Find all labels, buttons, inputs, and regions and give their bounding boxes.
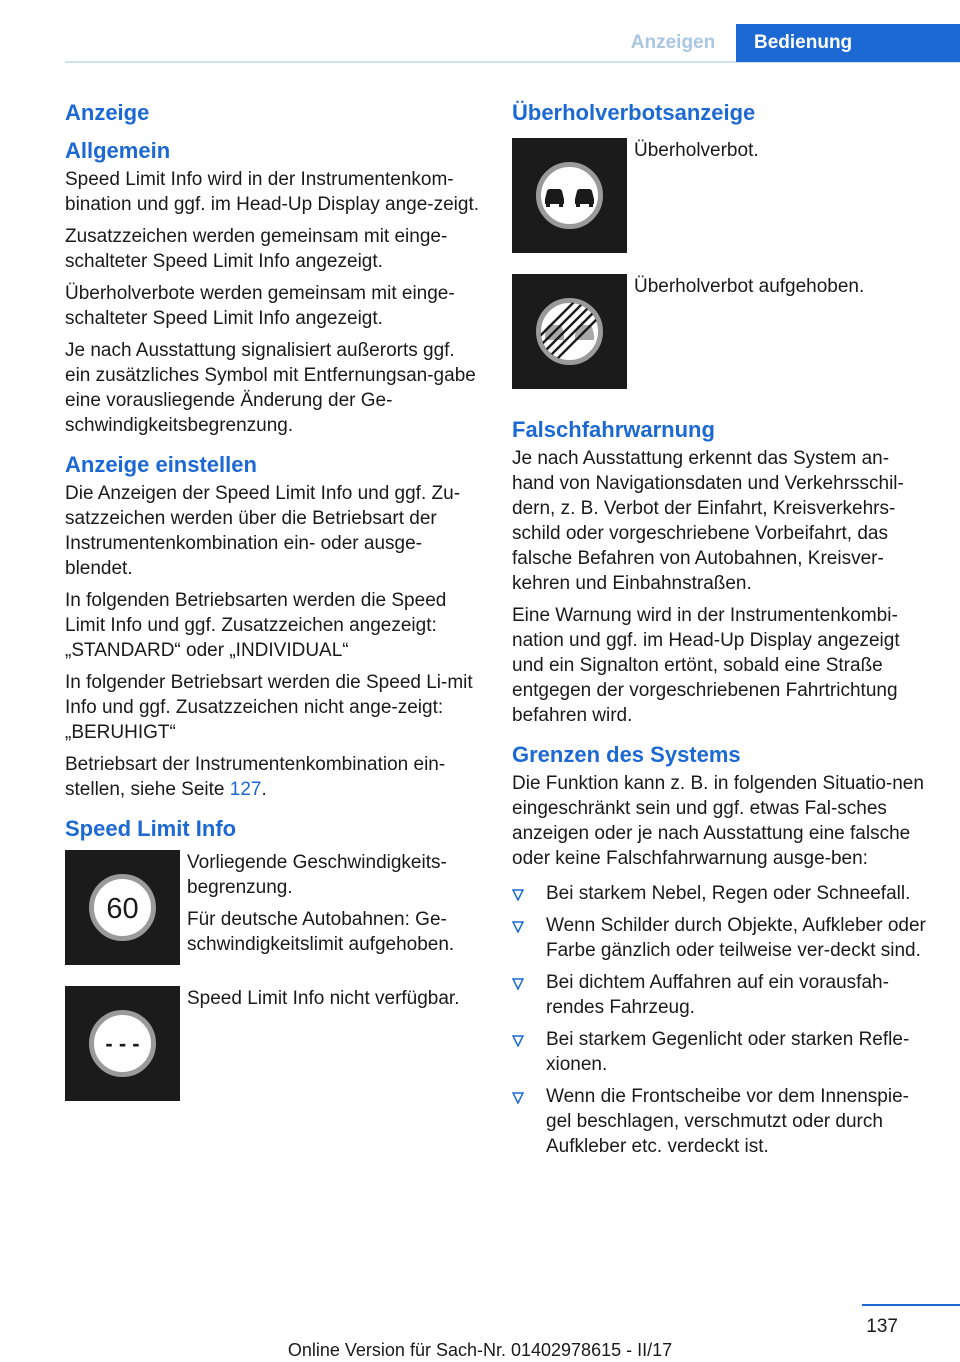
triangle-bullet-icon [512, 921, 524, 933]
list-item-text: Bei starkem Nebel, Regen oder Schneefall. [546, 883, 911, 904]
heading-anzeige-einstellen: Anzeige einstellen [65, 452, 257, 477]
list-item [512, 1084, 930, 1159]
sign-description: Speed Limit Info nicht verfügbar. [187, 988, 460, 1009]
sign-row-no-overtaking-ended [512, 274, 930, 389]
paragraph: Die Funktion kann z. B. in folgenden Situatio-nen eingeschränkt sein und ggf. etwas Fal-sches anzeigen oder je nach Ausstattung eine falsche oder keine Falschfahrwarnung ausge-ben: [512, 773, 924, 869]
paragraph: Speed Limit Info wird in der Instrumentenkom-bination und ggf. im Head-Up Display ange-zeigt. [65, 169, 480, 215]
left-column [65, 98, 480, 1101]
heading-grenzen-des-systems: Grenzen des Systems [512, 742, 741, 767]
list-item-text: Bei dichtem Auffahren auf ein vorausfah-rendes Fahrzeug. [546, 972, 889, 1018]
paragraph: In folgender Betriebsart werden die Speed Li-mit Info und ggf. Zusatzzeichen nicht ange-zeigt: „BERUHIGT“ [65, 672, 473, 743]
page-number: 137 [866, 1316, 898, 1337]
right-column [512, 98, 930, 1166]
paragraph: Die Anzeigen der Speed Limit Info und ggf. Zu-satzzeichen werden über die Betriebsart der Instrumentenkombination ein- oder ausge-blendet. [65, 483, 461, 579]
speed-limit-60-sign-icon [65, 850, 180, 965]
limitations-list [512, 881, 930, 1159]
sign-description: Überholverbot aufgehoben. [634, 276, 865, 297]
heading-anzeige: Anzeige [65, 100, 150, 125]
paragraph: Je nach Ausstattung signalisiert außerorts ggf. ein zusätzliches Symbol mit Entfernungsan-gabe eine vorausliegende Änderung der Ge-schwindigkeitsbegrenzung. [65, 340, 476, 436]
list-item-text: Wenn Schilder durch Objekte, Aufkleber oder Farbe gänzlich oder teilweise ver-deckt sind. [546, 915, 926, 961]
list-item-text: Bei starkem Gegenlicht oder starken Refle-xionen. [546, 1029, 910, 1075]
heading-ueberholverbotsanzeige: Überholverbotsanzeige [512, 100, 756, 125]
sign-number: 60 [106, 893, 139, 925]
paragraph: Eine Warnung wird in der Instrumentenkombi-nation und ggf. im Head-Up Display angezeigt und ein Signalton ertönt, sobald eine Straße entgegen der vorgeschriebenen Fahrtrichtung befahren wird. [512, 605, 900, 726]
paragraph: Je nach Ausstattung erkennt das System an-hand von Navigationsdaten und Verkehrsschil-dern, z. B. Verbot der Einfahrt, Kreisverkehrs-schild oder vorgeschriebene Vorbeifahrt, das falsche Befahren von Autobahnen, Kreisver-kehren und Einbahnstraßen. [512, 448, 904, 594]
paragraph-text: Betriebsart der Instrumentenkombination ein-stellen, siehe Seite [65, 754, 446, 800]
sign-description: Vorliegende Geschwindigkeits-begrenzung. [187, 852, 447, 898]
tab-bedienung[interactable]: Bedienung [736, 24, 960, 62]
page-link-127[interactable]: 127 [229, 779, 262, 800]
sign-description: Überholverbot. [634, 140, 759, 161]
footer-rule [862, 1304, 960, 1306]
list-item [512, 881, 930, 906]
paragraph: Zusatzzeichen werden gemeinsam mit einge-schalteter Speed Limit Info angezeigt. [65, 226, 448, 272]
paragraph-page-ref [65, 752, 480, 802]
triangle-bullet-icon [512, 978, 524, 990]
online-version-note: Online Version für Sach-Nr. 01402978615 - II/17 [287, 1340, 673, 1360]
list-item-text: Wenn die Frontscheibe vor dem Innenspie-gel beschlagen, verschmutzt oder durch Aufkleber etc. verdeckt ist. [546, 1086, 909, 1157]
paragraph: Überholverbote werden gemeinsam mit einge-schalteter Speed Limit Info angezeigt. [65, 283, 455, 329]
paragraph: In folgenden Betriebsarten werden die Speed Limit Info und ggf. Zusatzzeichen angezeigt: „STANDARD“ oder „INDIVIDUAL“ [65, 590, 447, 661]
speed-limit-unavailable-sign-icon [65, 986, 180, 1101]
period: . [261, 779, 267, 800]
heading-speed-limit-info: Speed Limit Info [65, 816, 237, 841]
no-overtaking-sign-icon [512, 138, 627, 253]
heading-falschfahrwarnung: Falschfahrwarnung [512, 417, 715, 442]
sign-row-no-overtaking [512, 138, 930, 253]
sign-description: Für deutsche Autobahnen: Ge-schwindigkeitslimit aufgehoben. [187, 909, 455, 955]
list-item [512, 1027, 930, 1077]
triangle-bullet-icon [512, 1035, 524, 1047]
list-item [512, 970, 930, 1020]
sign-row-not-available [65, 986, 480, 1101]
heading-allgemein: Allgemein [65, 138, 171, 163]
triangle-bullet-icon [512, 1092, 524, 1104]
triangle-bullet-icon [512, 889, 524, 901]
list-item [512, 913, 930, 963]
tab-anzeigen[interactable]: Anzeigen [630, 32, 716, 53]
sign-row-speed-limit [65, 850, 480, 965]
sign-symbol: - - - [105, 1031, 140, 1056]
no-overtaking-ended-sign-icon [512, 274, 627, 389]
